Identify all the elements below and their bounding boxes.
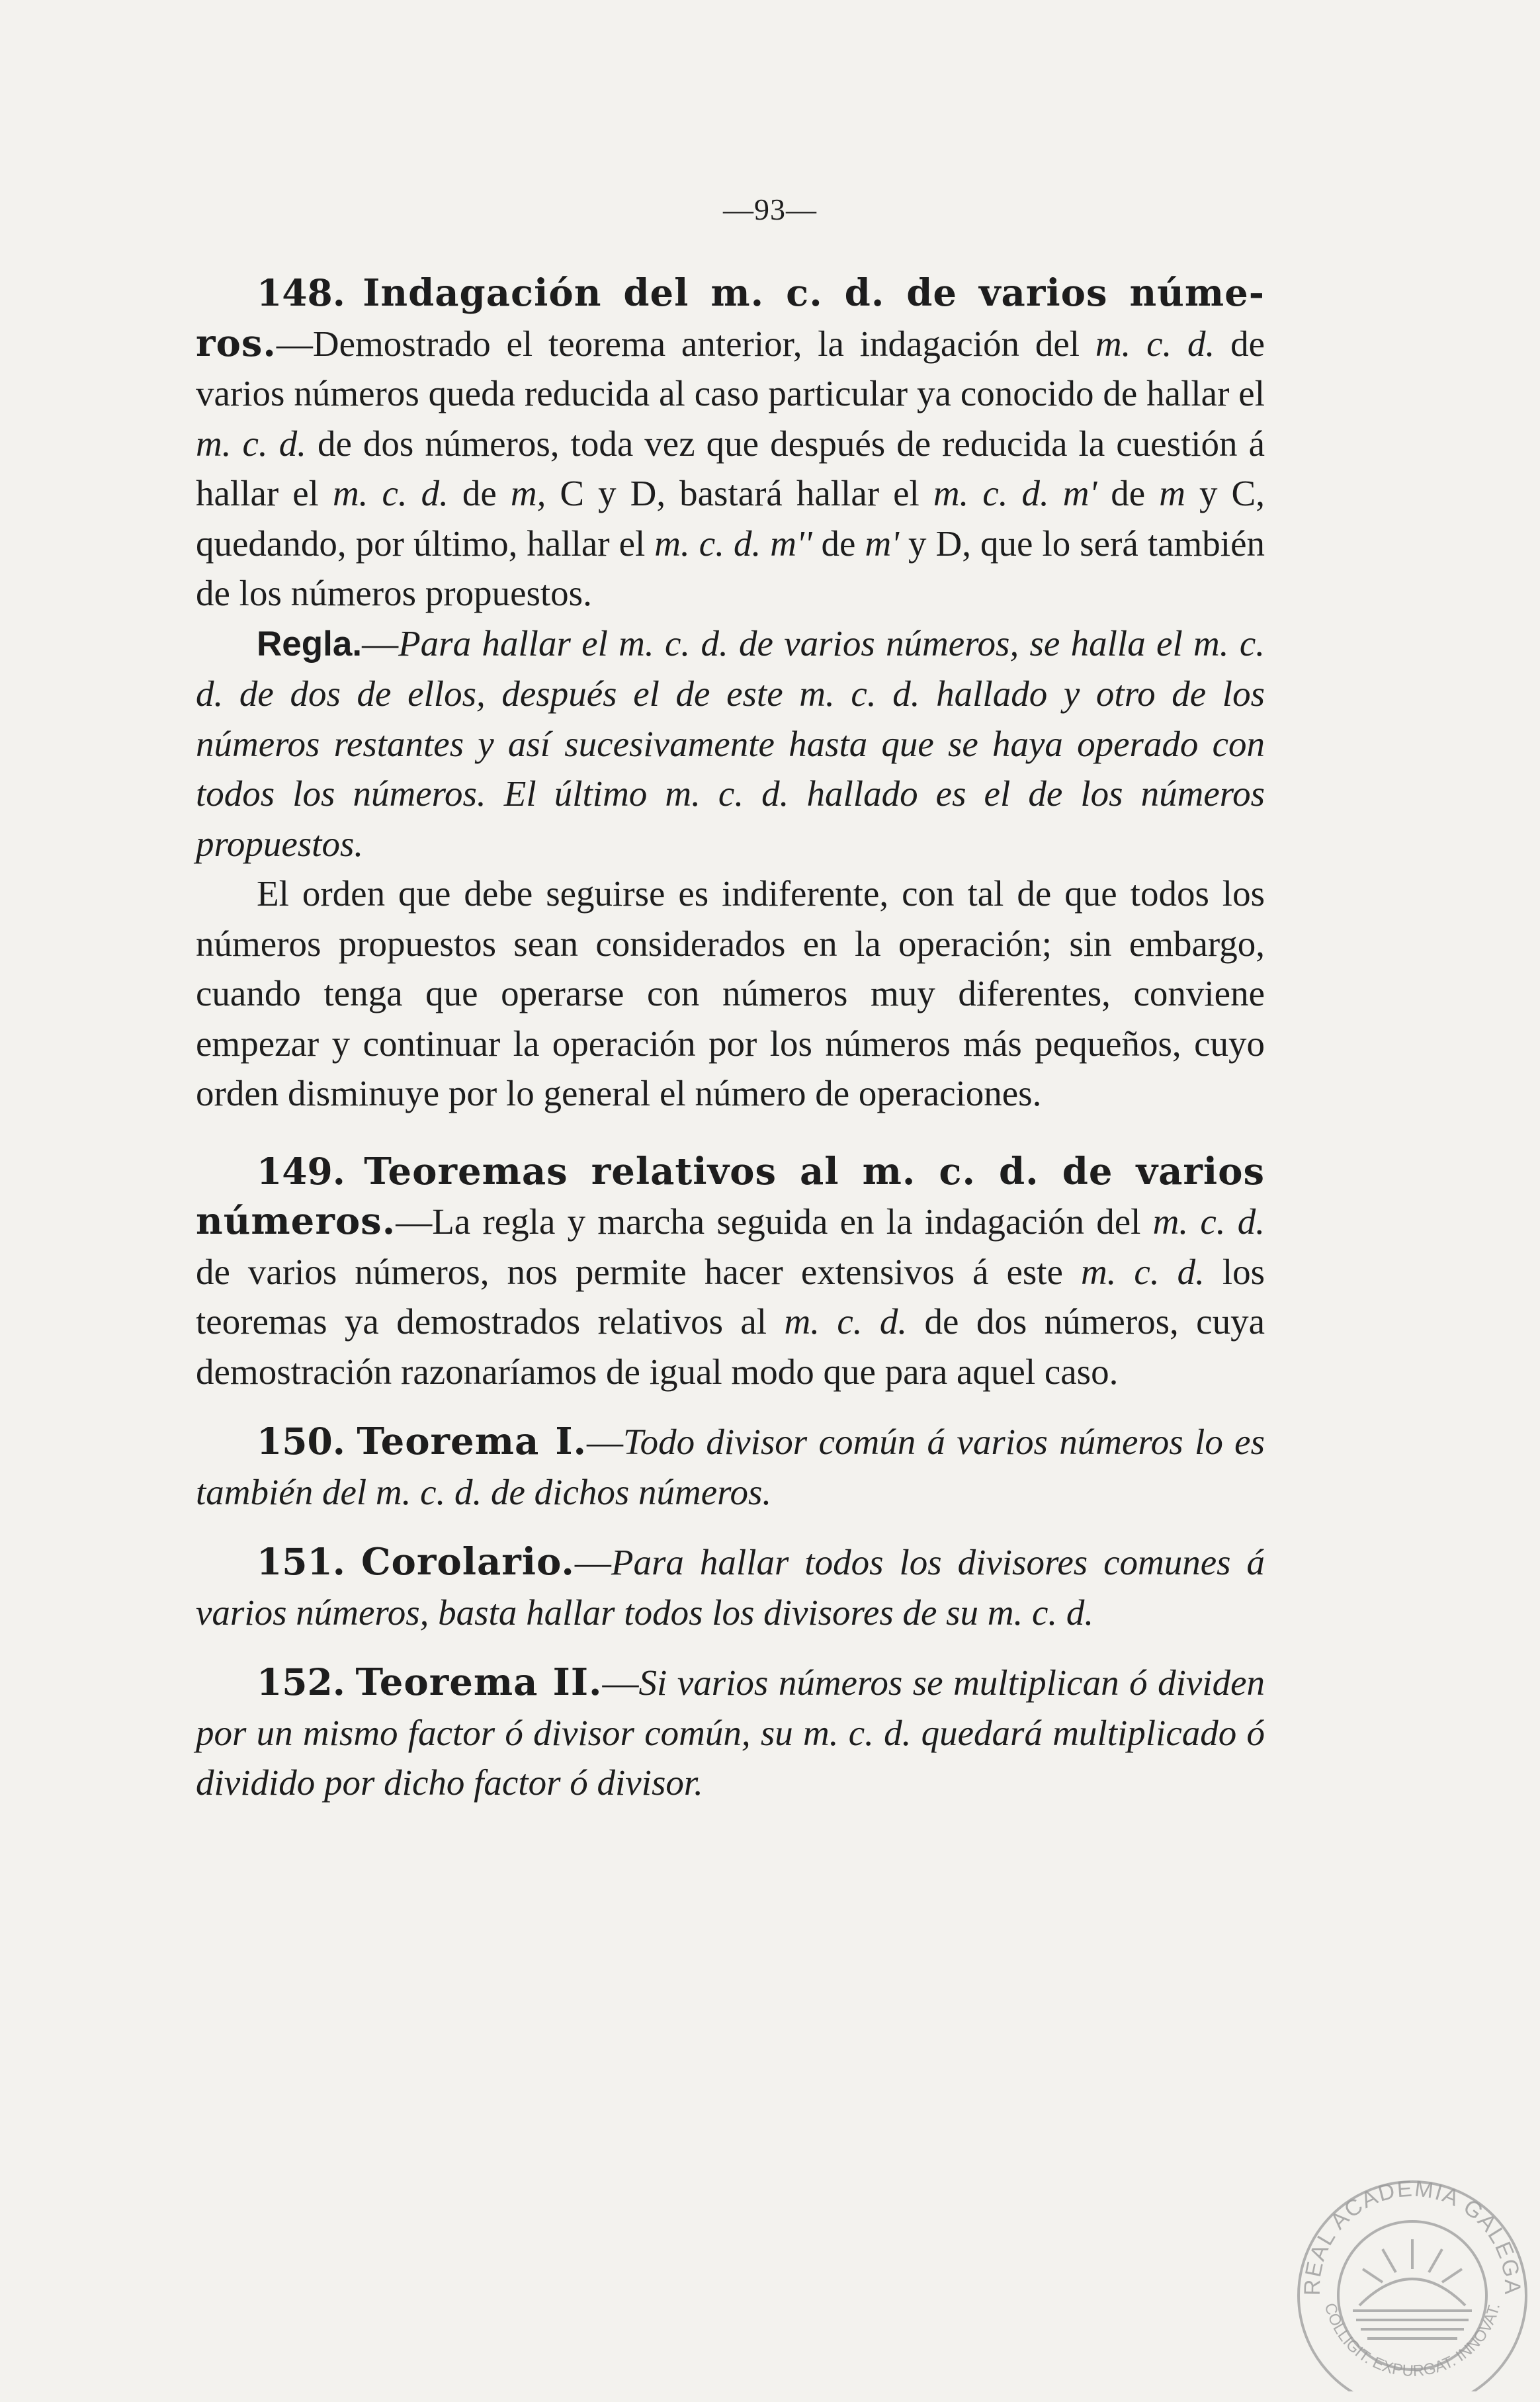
body-text: Demostrado el teorema anterior, la indagación del	[312, 323, 1095, 364]
seal-bottom-text: COLLIGIT. EXPURGAT. INNOVAT.	[1320, 2301, 1504, 2380]
em-dash: —	[602, 1662, 639, 1703]
section-149	[196, 1146, 1265, 1397]
svg-text:COLLIGIT. EXPURGAT. INNOVAT.	[1321, 2301, 1504, 2380]
italic-term: m. c. d.	[196, 423, 306, 464]
body-text: de dos números, toda vez que después de reducida la cuestión á hallar el	[196, 423, 1265, 513]
section-heading: Indagación del m. c. d. de varios núme-ros.	[196, 271, 1265, 365]
section-heading: Teoremas relativos al m. c. d. de varios números.	[196, 1149, 1265, 1243]
em-dash: —	[276, 323, 313, 364]
body-text: C y D, bastará hallar el	[546, 473, 933, 513]
body-text: los teoremas ya demostrados relativos al	[196, 1251, 1265, 1342]
body-text: y C, quedando, por último, hallar el	[196, 473, 1265, 564]
body-text: de varios números queda reducida al caso particular ya conocido de hallar el	[196, 323, 1265, 413]
section-number: 150.	[257, 1420, 345, 1463]
body-text: y D, que lo será también de los números propuestos.	[196, 523, 1265, 613]
em-dash: —	[574, 1542, 611, 1582]
academy-seal-stamp	[1273, 2153, 1540, 2391]
page-body	[196, 268, 1265, 1808]
theorem-text: Si varios números se multiplican ó dividen por un mismo factor ó divisor común, su m. c. d. quedará multiplicado ó dividido por dicho factor ó divisor.	[196, 1662, 1265, 1803]
section-150	[196, 1416, 1265, 1517]
theorem-text: Todo divisor común á varios números lo es también del m. c. d. de dichos números.	[196, 1422, 1265, 1512]
section-number: 149.	[257, 1149, 345, 1193]
italic-term: m. c. d.	[332, 473, 449, 513]
body-text: La regla y marcha seguida en la indagación del	[432, 1201, 1153, 1242]
em-dash: —	[587, 1422, 624, 1462]
section-heading: Corolario.	[361, 1540, 575, 1584]
italic-term: m. c. d. m'	[933, 473, 1097, 513]
corollary-text: Para hallar todos los divisores comunes á varios números, basta hallar todos los divisores de su m. c. d.	[196, 1542, 1265, 1633]
section-heading: Teorema I.	[357, 1420, 587, 1463]
em-dash: —	[362, 622, 399, 664]
body-text: de	[812, 523, 865, 564]
rule-text: Para hallar el m. c. d. de varios números, se halla el m. c. d. de dos de ellos, después el de este m. c. d. hallado y otro de los números restantes y así sucesivamente hasta que se haya operado con todos los números. El último m. c. d. hallado es el de los números propuestos.	[196, 622, 1265, 864]
order-paragraph: El orden que debe seguirse es indiferente, con tal de que todos los números propuestos sean considerados en la operación; sin embargo, cuando tenga que operarse con números muy diferentes, conviene empezar y continuar la operación por los números más pequeños, cuyo orden disminuye por lo general el número de operaciones.	[196, 873, 1265, 1113]
page-number: —93—	[723, 193, 817, 226]
section-number: 148.	[257, 271, 345, 314]
body-text: de	[1097, 473, 1160, 513]
body-text: de varios números, nos permite hacer extensivos á este	[196, 1251, 1081, 1292]
section-151	[196, 1537, 1265, 1637]
em-dash: —	[396, 1201, 433, 1242]
section-number: 151.	[257, 1540, 345, 1583]
section-152	[196, 1657, 1265, 1808]
section-number: 152.	[257, 1660, 345, 1703]
italic-term: m. c. d.	[1152, 1201, 1265, 1242]
italic-term: m	[1159, 473, 1185, 513]
seal-top-text: REAL ACADEMIA GALEGA	[1299, 2176, 1525, 2296]
body-text: de	[448, 473, 511, 513]
rule-paragraph	[196, 619, 1265, 869]
body-text: de dos números, cuya demostración razonaríamos de igual modo que para aquel caso.	[196, 1301, 1265, 1392]
section-heading: Teorema II.	[355, 1660, 603, 1704]
italic-term: m. c. d.	[1095, 323, 1215, 364]
italic-term: m,	[510, 473, 546, 513]
rule-label: Regla.	[257, 624, 363, 664]
section-148	[196, 268, 1265, 619]
italic-term: m'	[865, 523, 899, 564]
italic-term: m. c. d.	[784, 1301, 908, 1342]
italic-term: m. c. d.	[1080, 1251, 1205, 1292]
italic-term: m. c. d. m''	[654, 523, 812, 564]
